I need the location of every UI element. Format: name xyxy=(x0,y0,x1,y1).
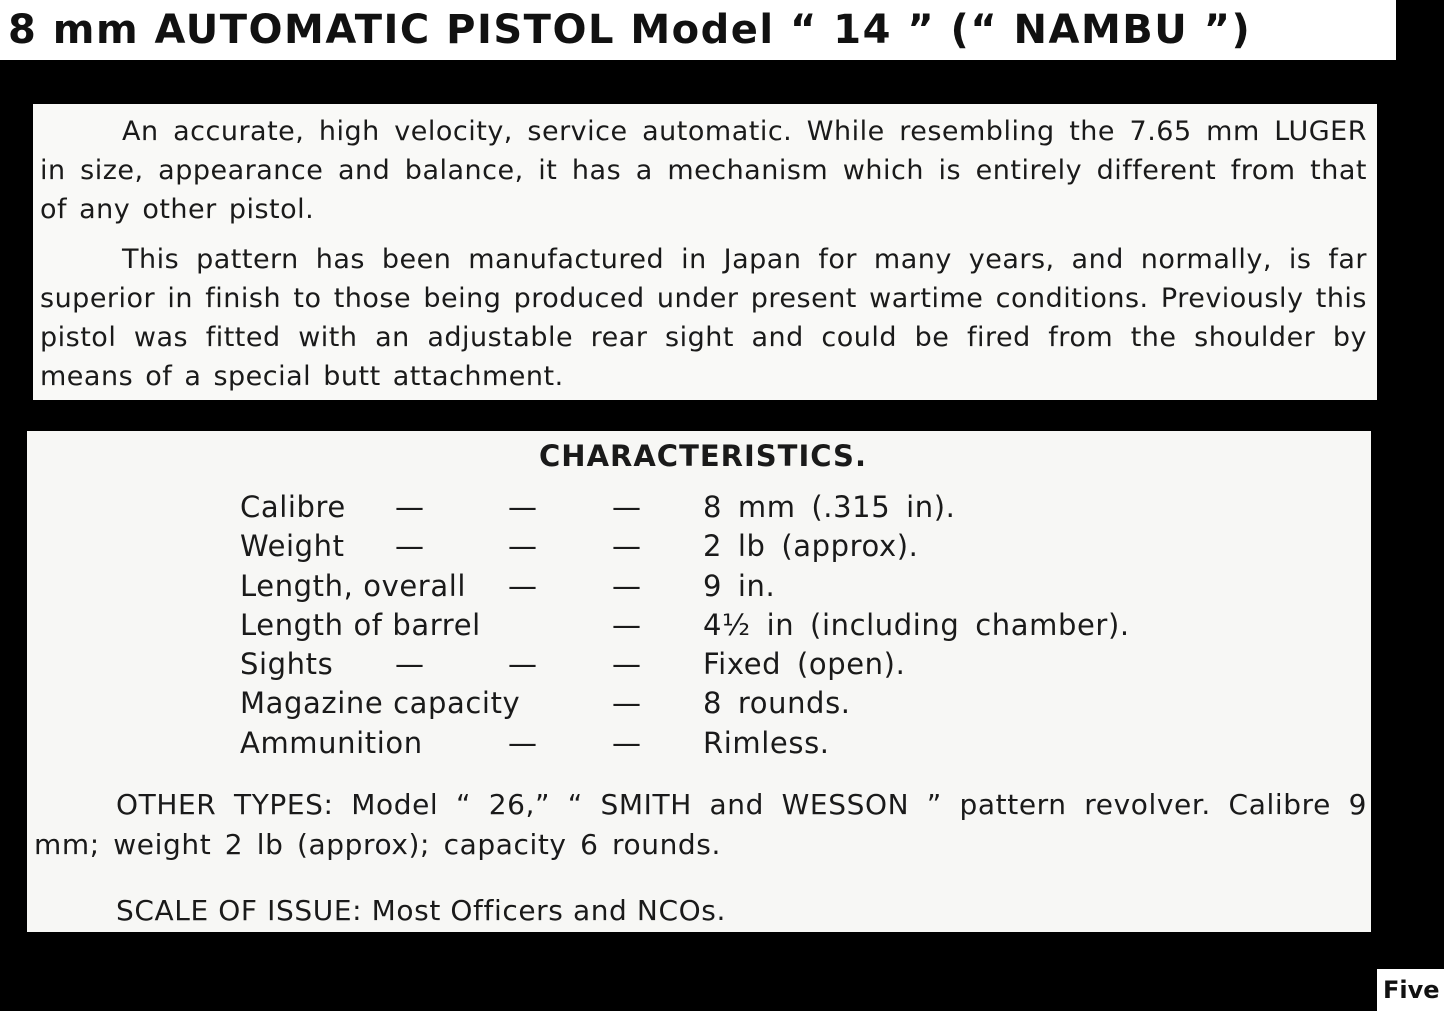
spec-label: Weight xyxy=(240,529,345,564)
spec-value: 9 in. xyxy=(703,568,776,603)
leader-dash: — xyxy=(395,647,425,682)
leader-dash: — xyxy=(508,647,538,682)
spec-value: 8 mm (.315 in). xyxy=(703,490,956,524)
characteristics-heading: CHARACTERISTICS. xyxy=(539,439,867,473)
leader-dash: — xyxy=(508,725,538,760)
spec-label: Length, overall xyxy=(240,568,467,603)
leader-dash: — xyxy=(612,647,642,682)
spec-value: 2 lb (approx). xyxy=(703,529,919,564)
leader-dash: — xyxy=(612,686,642,721)
spec-label: Magazine capacity xyxy=(240,686,521,721)
scale-of-issue: SCALE OF ISSUE: Most Officers and NCOs. xyxy=(116,894,726,927)
spec-value: Fixed (open). xyxy=(703,647,906,682)
spec-label: Calibre xyxy=(240,490,346,524)
leader-dash: — xyxy=(508,568,538,603)
intro-paragraph-1: An accurate, high velocity, service automatic. While resembling the 7.65 mm LUGER in size, appearance and balance, it has a mechanism which is entirely different from that of any other pistol. xyxy=(40,116,1367,225)
leader-dash: — xyxy=(612,529,642,564)
characteristics-heading-row xyxy=(27,439,1371,473)
leader-dash: — xyxy=(395,529,425,564)
leader-dash: — xyxy=(508,529,538,564)
characteristics-section xyxy=(27,431,1371,932)
spec-value: Rimless. xyxy=(703,725,830,760)
leader-dash: — xyxy=(612,607,642,642)
intro-paragraph-2: This pattern has been manufactured in Japan for many years, and normally, is far superior in finish to those being produced under present wartime conditions. Previously this pistol was fitted with an adjustable rear sight and could be fired from the shoulder by means of a special butt attachment. xyxy=(40,244,1367,392)
spec-label: Ammunition xyxy=(240,725,423,760)
spec-label: Length of barrel xyxy=(240,607,481,642)
leader-dash: — xyxy=(395,490,425,524)
page-number: Five xyxy=(1377,969,1444,1011)
leader-dash: — xyxy=(612,725,642,760)
page-title: 8 mm AUTOMATIC PISTOL Model “ 14 ” (“ NAMBU ”) xyxy=(8,7,1252,53)
leader-dash: — xyxy=(612,568,642,603)
leader-dash: — xyxy=(612,490,642,524)
other-types-paragraph: OTHER TYPES: Model “ 26,” “ SMITH and WESSON ” pattern revolver. Calibre 9 mm; weight 2 lb (approx); capacity 6 rounds. xyxy=(34,788,1367,861)
spec-label: Sights xyxy=(240,647,334,682)
intro-section xyxy=(33,104,1377,400)
spec-value: 4½ in (including chamber). xyxy=(703,607,1130,642)
title-bar xyxy=(0,0,1396,60)
leader-dash: — xyxy=(508,490,538,524)
spec-value: 8 rounds. xyxy=(703,686,851,721)
